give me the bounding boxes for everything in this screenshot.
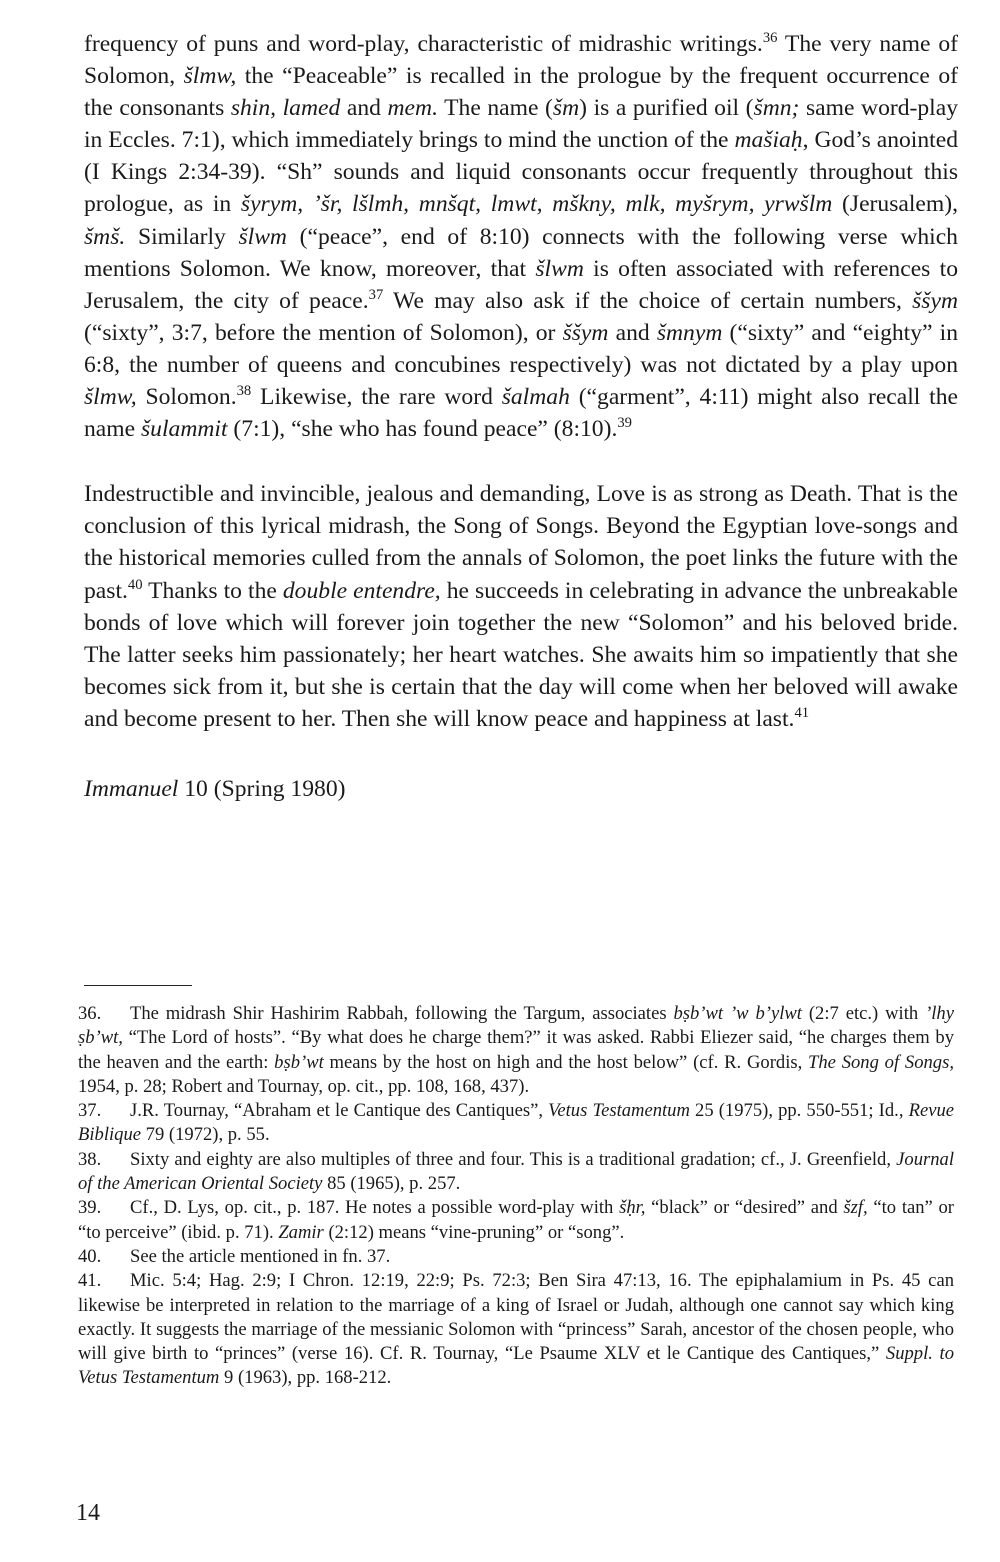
- body-paragraph-2: Indestructible and invincible, jealous and demanding, Love is as strong as Death. That is the conclusion of this lyrical midrash, the Song of Songs. Beyond the Egyptian love-songs and the historical memories culled from the annals of Solomon, the poet links the future with the past.$^{40}$ Thanks to the double entendre, he succeeds in celebrating in advance the unbreakable bonds of love which will forever join together the new “Solomon” and his beloved bride. The latter seeks him passionately; her heart watches. She awaits him so impatiently that she becomes sick from it, but she is certain that the day will come when her beloved will awake and become present to her. Then she will know peace and happiness at last.$^{41}$: [84, 481, 958, 732]
- footnote-reference: 36: [762, 29, 778, 46]
- italic-text: mašiaḥ: [734, 127, 803, 154]
- italic-text: double entendre,: [282, 577, 441, 604]
- footnote: [78, 1002, 954, 1099]
- italic-text: bṣb’wt: [274, 1051, 324, 1073]
- italic-text: mem.: [387, 95, 438, 122]
- italic-text: ššym: [912, 287, 958, 314]
- italic-text: Vetus Testamentum: [548, 1100, 690, 1122]
- footnote-separator: [84, 985, 192, 986]
- footnote-reference: 39: [617, 415, 632, 432]
- footnote-number: 40.: [78, 1245, 102, 1267]
- body-paragraph-1: frequency of puns and word-play, characteristic of midrashic writings.$^{36}$ The very name of Solomon, šlmw, the “Peaceable” is recalled in the prologue by the frequent occurrence of the consonants shin, lamed and mem. The name (šm) is a purified oil (šmn; same word-play in Eccles. 7:1), which immediately brings to mind the unction of the mašiaḥ, God’s anointed (I Kings 2:34-39). “Sh” sounds and liquid consonants occur frequently throughout this prologue, as in šyrym, ’šr, lšlmh, mnšqt, lmwt, mškny, mlk, myšrym, yrwšlm (Jerusalem), šmš. Similarly šlwm (“peace”, end of 8:10) connects with the following verse which mentions Solomon. We know, moreover, that šlwm is often associated with references to Jerusalem, the city of peace.$^{37}$ We may also ask if the choice of certain numbers, ššym (“sixty”, 3:7, before the mention of Solomon), or ššym and šmnym (“sixty” and “eighty” in 6:8, the number of queens and concubines respectively) was not dictated by a play upon šlmw, Solomon.$^{38}$ Likewise, the rare word šalmah (“garment”, 4:11) might also recall the name šulammit (7:1), “she who has found peace” (8:10).$^{39}$: [84, 29, 959, 443]
- italic-text: šmn;: [753, 95, 800, 122]
- footnote: [78, 1099, 954, 1148]
- italic-text: šm: [552, 95, 580, 122]
- italic-text: šmš.: [84, 223, 126, 250]
- footnote-text: Mic. 5:4; Hag. 2:9; I Chron. 12:19, 22:9; Ps. 72:3; Ben Sira 47:13, 16. The epiphalamium in Ps. 45 can likewise be interpreted in relation to the marriage of a king of Israel or Judah, although one cannot say which king exactly. It suggests the marriage of the messianic Solomon with “princess” Sarah, ancestor of the chosen people, who will give birth to “princes” (verse 16). Cf. R. Tournay, “Le Psaume XLV et le Cantique des Cantiques,” Suppl. to Vetus Testamentum 9 (1963), pp. 168-212.: [78, 1270, 954, 1389]
- italic-text: šalmah: [501, 384, 570, 411]
- footnote-number: 37.: [78, 1100, 102, 1122]
- italic-text: Journal of the American Oriental Society: [78, 1148, 954, 1195]
- footnote: [78, 1269, 954, 1390]
- italic-text: šlwm: [535, 255, 584, 282]
- italic-text: šulammit: [141, 416, 228, 443]
- footnote-number: 39.: [78, 1197, 102, 1219]
- footnote-text: Cf., D. Lys, op. cit., p. 187. He notes a possible word-play with šḥr, “black” or “desired” and šzf, “to tan” or “to perceive” (ibid. p. 71). Zamir (2:12) means “vine-pruning” or “song”.: [78, 1197, 954, 1243]
- footnote-reference: 38: [236, 382, 252, 399]
- italic-text: šlwm: [238, 223, 287, 250]
- footnote-reference: 41: [794, 704, 810, 721]
- italic-text: Zamir: [278, 1221, 324, 1243]
- italic-text: šlmw,: [183, 63, 237, 90]
- italic-text: Suppl. to Vetus Testamentum: [78, 1343, 954, 1389]
- italic-text: ’lhy ṣb’wt,: [78, 1003, 954, 1049]
- page-body: [84, 28, 958, 805]
- italic-text: Revue Biblique: [78, 1100, 955, 1146]
- italic-text: shin, lamed: [230, 95, 341, 122]
- footnote: [78, 1245, 954, 1269]
- footnote: [78, 1148, 954, 1197]
- footnote-text: Sixty and eighty are also multiples of three and four. This is a traditional gradation; cf., J. Greenfield, Journal of the American Oriental Society 85 (1965), p. 257.: [78, 1148, 954, 1195]
- footnote-number: 36.: [78, 1003, 102, 1024]
- page-number: 14: [76, 1500, 100, 1526]
- footnote-number: 38.: [78, 1148, 102, 1170]
- footnote-reference: 40: [127, 576, 143, 593]
- italic-text: bṣb’wt ’w b’ylwt: [673, 1003, 802, 1024]
- footnote-reference: 37: [368, 286, 384, 303]
- italic-text: šmnym: [656, 319, 723, 346]
- footnote-text: The midrash Shir Hashirim Rabbah, following the Targum, associates bṣb’wt ’w b’ylwt (2:7 etc.) with ’lhy ṣb’wt, “The Lord of hosts”. “By what does he charge them?” it was asked. Rabbi Eliezer said, “he charges them by the heaven and the earth: bṣb’wt means by the host on high and the host below” (cf. R. Gordis, The Song of Songs, 1954, p. 28; Robert and Tournay, op. cit., pp. 108, 168, 437).: [78, 1003, 954, 1097]
- italic-text: šlmw,: [84, 384, 137, 411]
- footnote-text: See the article mentioned in fn. 37.: [130, 1245, 391, 1267]
- source-citation: Immanuel 10 (Spring 1980): [84, 775, 346, 802]
- italic-text: The Song of Songs,: [808, 1051, 954, 1073]
- italic-text: šzf,: [843, 1197, 868, 1219]
- italic-text: Immanuel: [84, 775, 179, 802]
- italic-text: ššym: [562, 319, 609, 346]
- footnote-number: 41.: [78, 1270, 102, 1292]
- italic-text: šyrym, ’šr, lšlmh, mnšqt, lmwt, mškny, mlk, myšrym, yrwšlm: [240, 191, 833, 218]
- footnote-text: J.R. Tournay, “Abraham et le Cantique des Cantiques”, Vetus Testamentum 25 (1975), pp. 550-551; Id., Revue Biblique 79 (1972), p. 55.: [78, 1100, 955, 1146]
- footnote: [78, 1196, 954, 1245]
- footnotes: [78, 1002, 954, 1391]
- italic-text: šḥr,: [619, 1197, 646, 1219]
